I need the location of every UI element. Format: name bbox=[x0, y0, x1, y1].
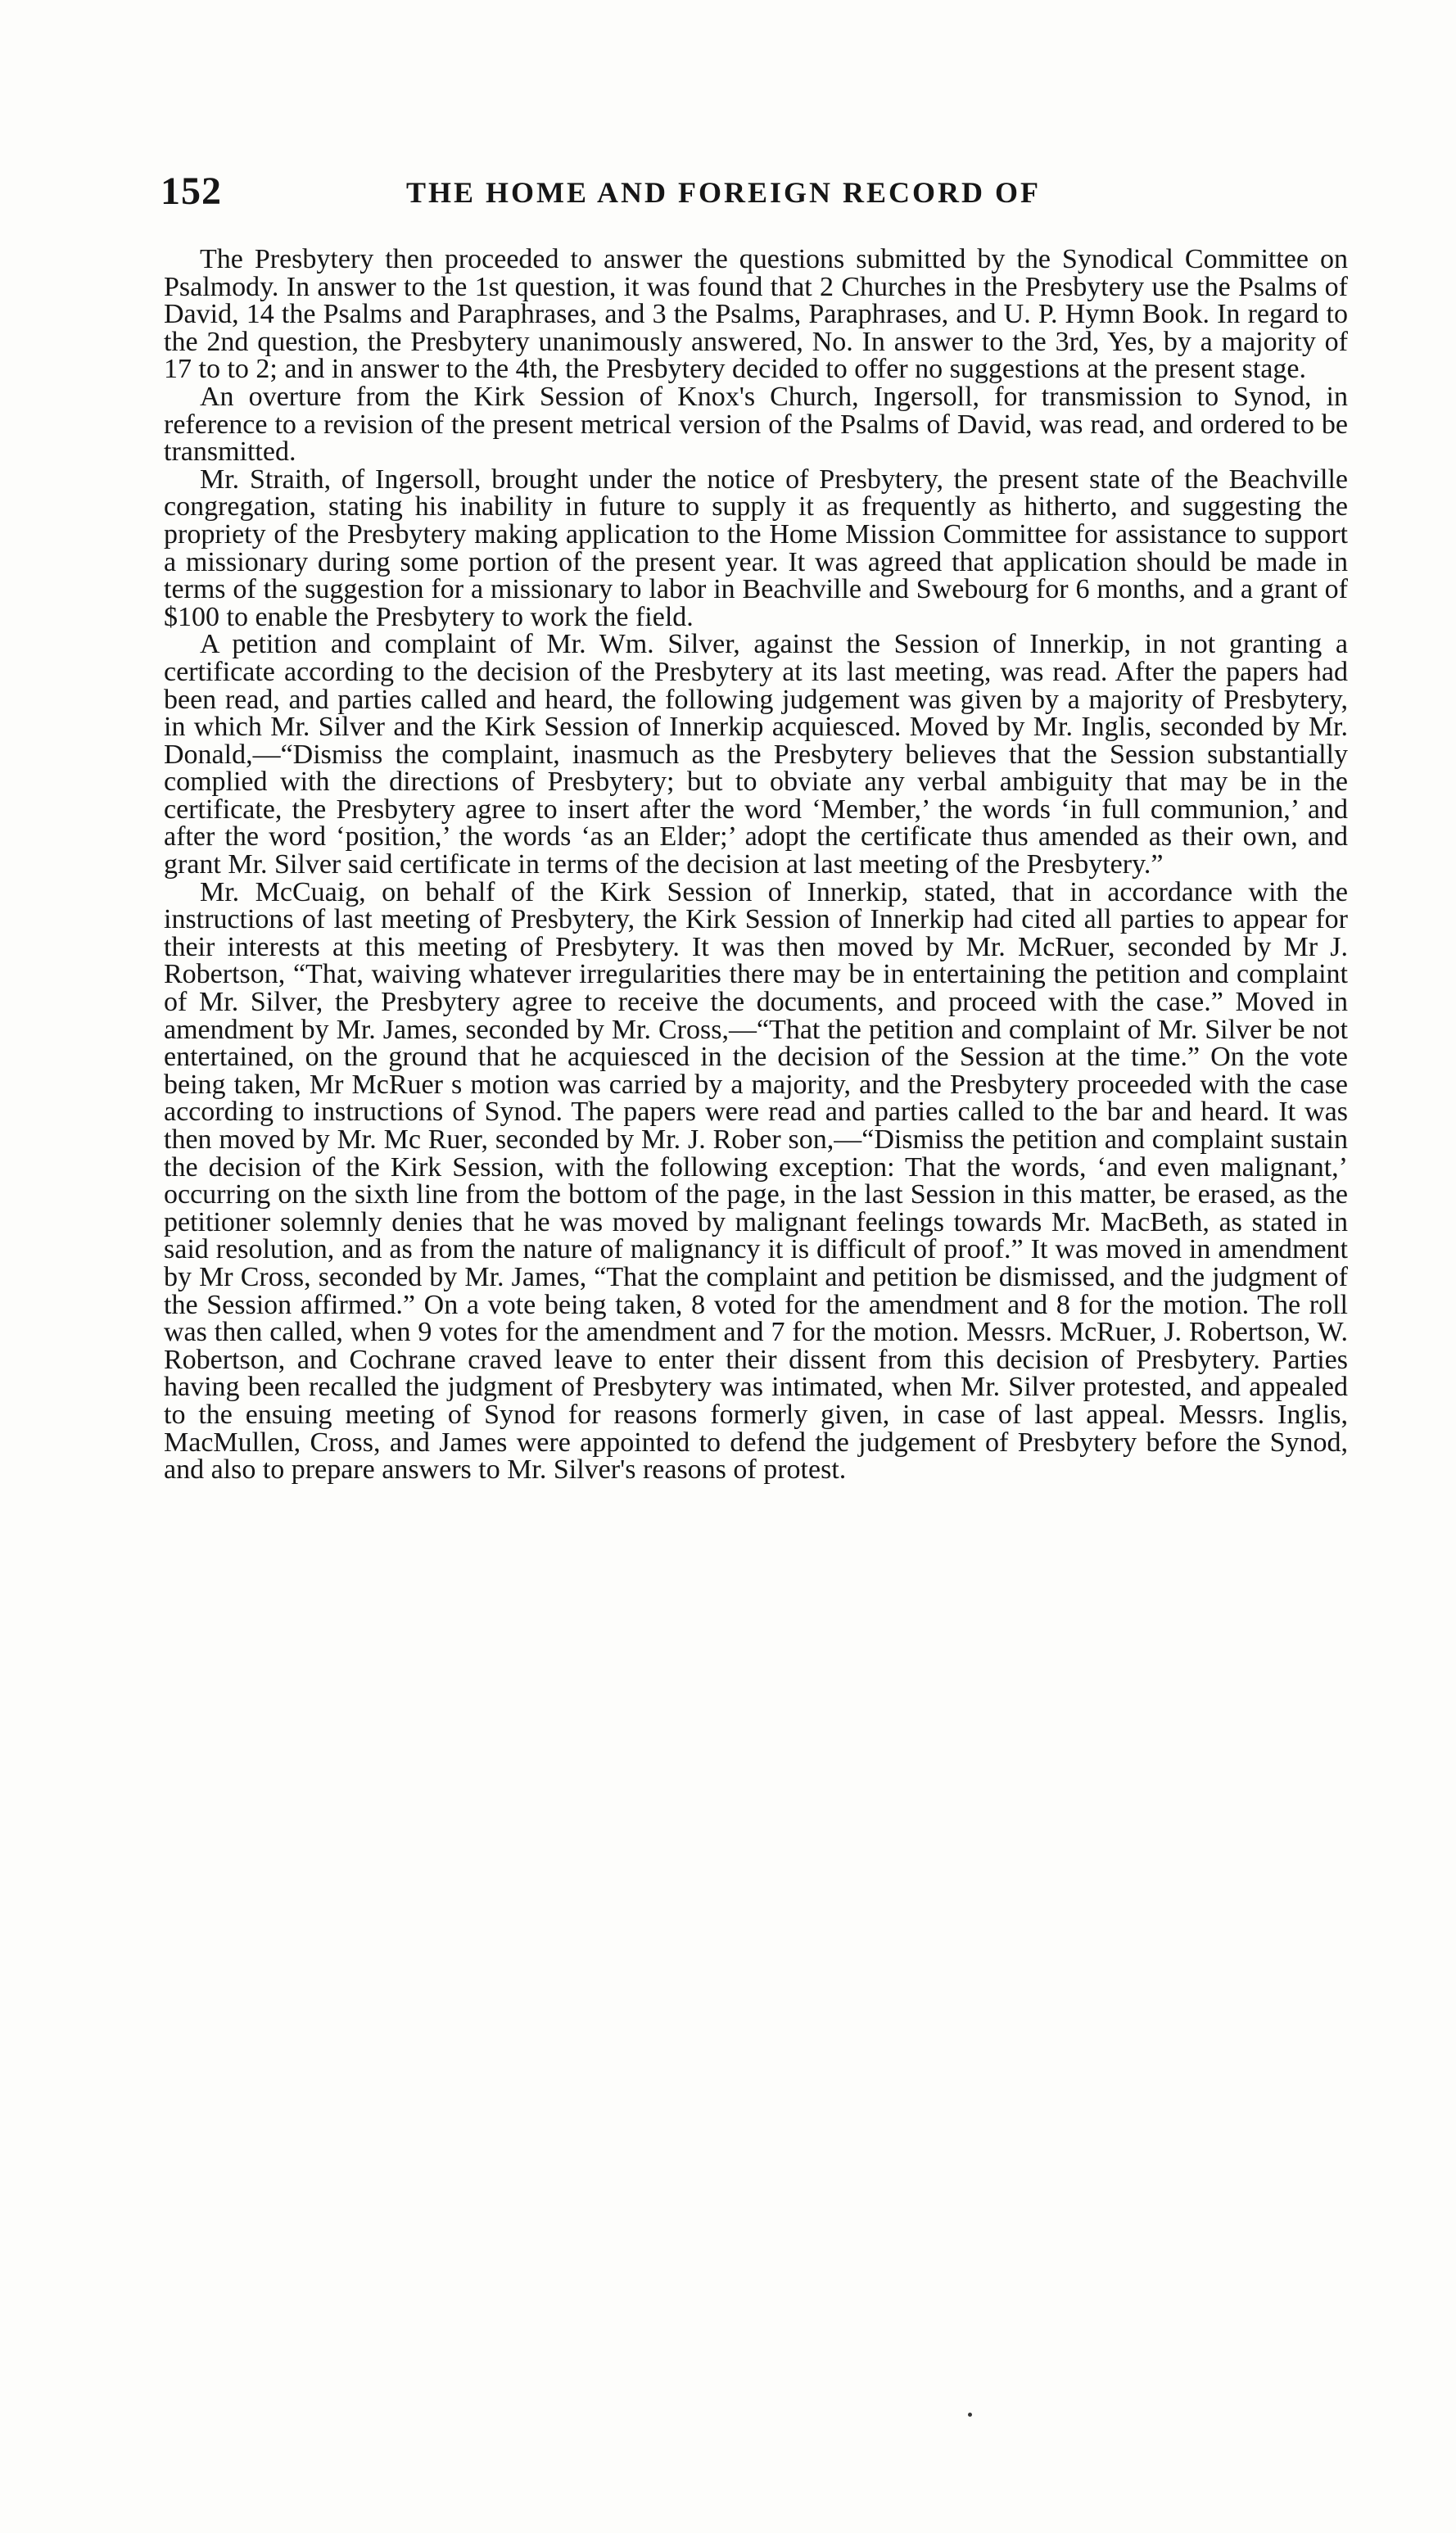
paragraph-overture-knox-church: An overture from the Kirk Session of Knox's Church, Ingersoll, for transmission to Synod, in reference to a revision of the present metrical version of the Psalms of David, was read, and ordered to be transmitted. bbox=[164, 381, 1348, 468]
body-text bbox=[164, 246, 1348, 1484]
running-title: THE HOME AND FOREIGN RECORD OF bbox=[406, 176, 1042, 209]
paragraph-beachville-congregation: Mr. Straith, of Ingersoll, brought under the notice of Presbytery, the present state of the Beachville congregation, stating his inability in future to supply it as frequently as hitherto, and suggesting the propriety of the Presbytery making application to the Home Mission Committee for assistance to support a missionary during some portion of the present year. It was agreed that application should be made in terms of the suggestion for a missionary to labor in Beachville and Swebourg for 6 months, and a grant of $100 to enable the Presbytery to work the field. bbox=[164, 464, 1348, 632]
paragraph-silver-petition: A petition and complaint of Mr. Wm. Silver, against the Session of Innerkip, in not granting a certificate according to the decision of the Presbytery at its last meeting, was read. After the papers had been read, and parties called and heard, the following judgement was given by a majority of Presbytery, in which Mr. Silver and the Kirk Session of Innerkip acquiesced. Moved by Mr. Inglis, seconded by Mr. Donald,—“Dismiss the complaint, inasmuch as the Presbytery believes that the Session substantially complied with the directions of Presbytery; but to obviate any verbal ambiguity that may be in the certificate, the Presbytery agree to insert after the word ‘Member,’ the words ‘in full communion,’ and after the word ‘position,’ the words ‘as an Elder;’ adopt the certificate thus amended as their own, and grant Mr. Silver said certificate in terms of the decision at last meeting of the Presbytery.” bbox=[164, 629, 1348, 880]
running-head bbox=[161, 169, 1332, 218]
paragraph-psalmody-answers: The Presbytery then proceeded to answer the questions submitted by the Synodical Committee on Psalmody. In answer to the 1st question, it was found that 2 Churches in the Presbytery use the Psalms of David, 14 the Psalms and Paraphrases, and 3 the Psalms, Paraphrases, and U. P. Hymn Book. In regard to the 2nd question, the Presbytery unanimously answered, No. In answer to the 3rd, Yes, by a majority of 17 to to 2; and in answer to the 4th, the Presbytery decided to offer no suggestions at the present stage. bbox=[164, 244, 1348, 385]
ink-speck bbox=[968, 2413, 972, 2417]
page-number: 152 bbox=[161, 170, 222, 213]
paragraph-innerkip-session: Mr. McCuaig, on behalf of the Kirk Session of Innerkip, stated, that in accordance with the instructions of last meeting of Presbytery, the Kirk Session of Innerkip had cited all parties to appear for their interests at this meeting of Presbytery. It was then moved by Mr. McRuer, seconded by Mr J. Robertson, “That, waiving whatever irregularities there may be in entertaining the petition and complaint of Mr. Silver, the Presbytery agree to receive the documents, and proceed with the case.” Moved in amendment by Mr. James, seconded by Mr. Cross,—“That the petition and complaint of Mr. Silver be not entertained, on the ground that he acquiesced in the decision of the Session at the time.” On the vote being taken, Mr McRuer s motion was carried by a majority, and the Presbytery proceeded with the case according to instructions of Synod. The papers were read and parties called to the bar and heard. It was then moved by Mr. Mc Ruer, seconded by Mr. J. Rober son,—“Dismiss the petition and complaint sustain the decision of the Kirk Session, with the following exception: That the words, ‘and even malignant,’ occurring on the sixth line from the bottom of the page, in the last Session in this matter, be erased, as the petitioner solemnly denies that he was moved by malignant feelings towards Mr. MacBeth, as stated in said resolution, and as from the nature of malignancy it is difficult of proof.” It was moved in amendment by Mr Cross, seconded by Mr. James, “That the complaint and petition be dismissed, and the judgment of the Session affirmed.” On a vote being taken, 8 voted for the amendment and 8 for the motion. The roll was then called, when 9 votes for the amendment and 7 for the motion. Messrs. McRuer, J. Robertson, W. Robertson, and Cochrane craved leave to enter their dissent from this decision of Presbytery. Parties having been recalled the judgment of Presbytery was intimated, when Mr. Silver protested, and appealed to the ensuing meeting of Synod for reasons formerly given, in case of last appeal. Messrs. Inglis, MacMullen, Cross, and James were appointed to defend the judgement of Presbytery before the Synod, and also to prepare answers to Mr. Silver's reasons of protest. bbox=[164, 876, 1348, 1486]
